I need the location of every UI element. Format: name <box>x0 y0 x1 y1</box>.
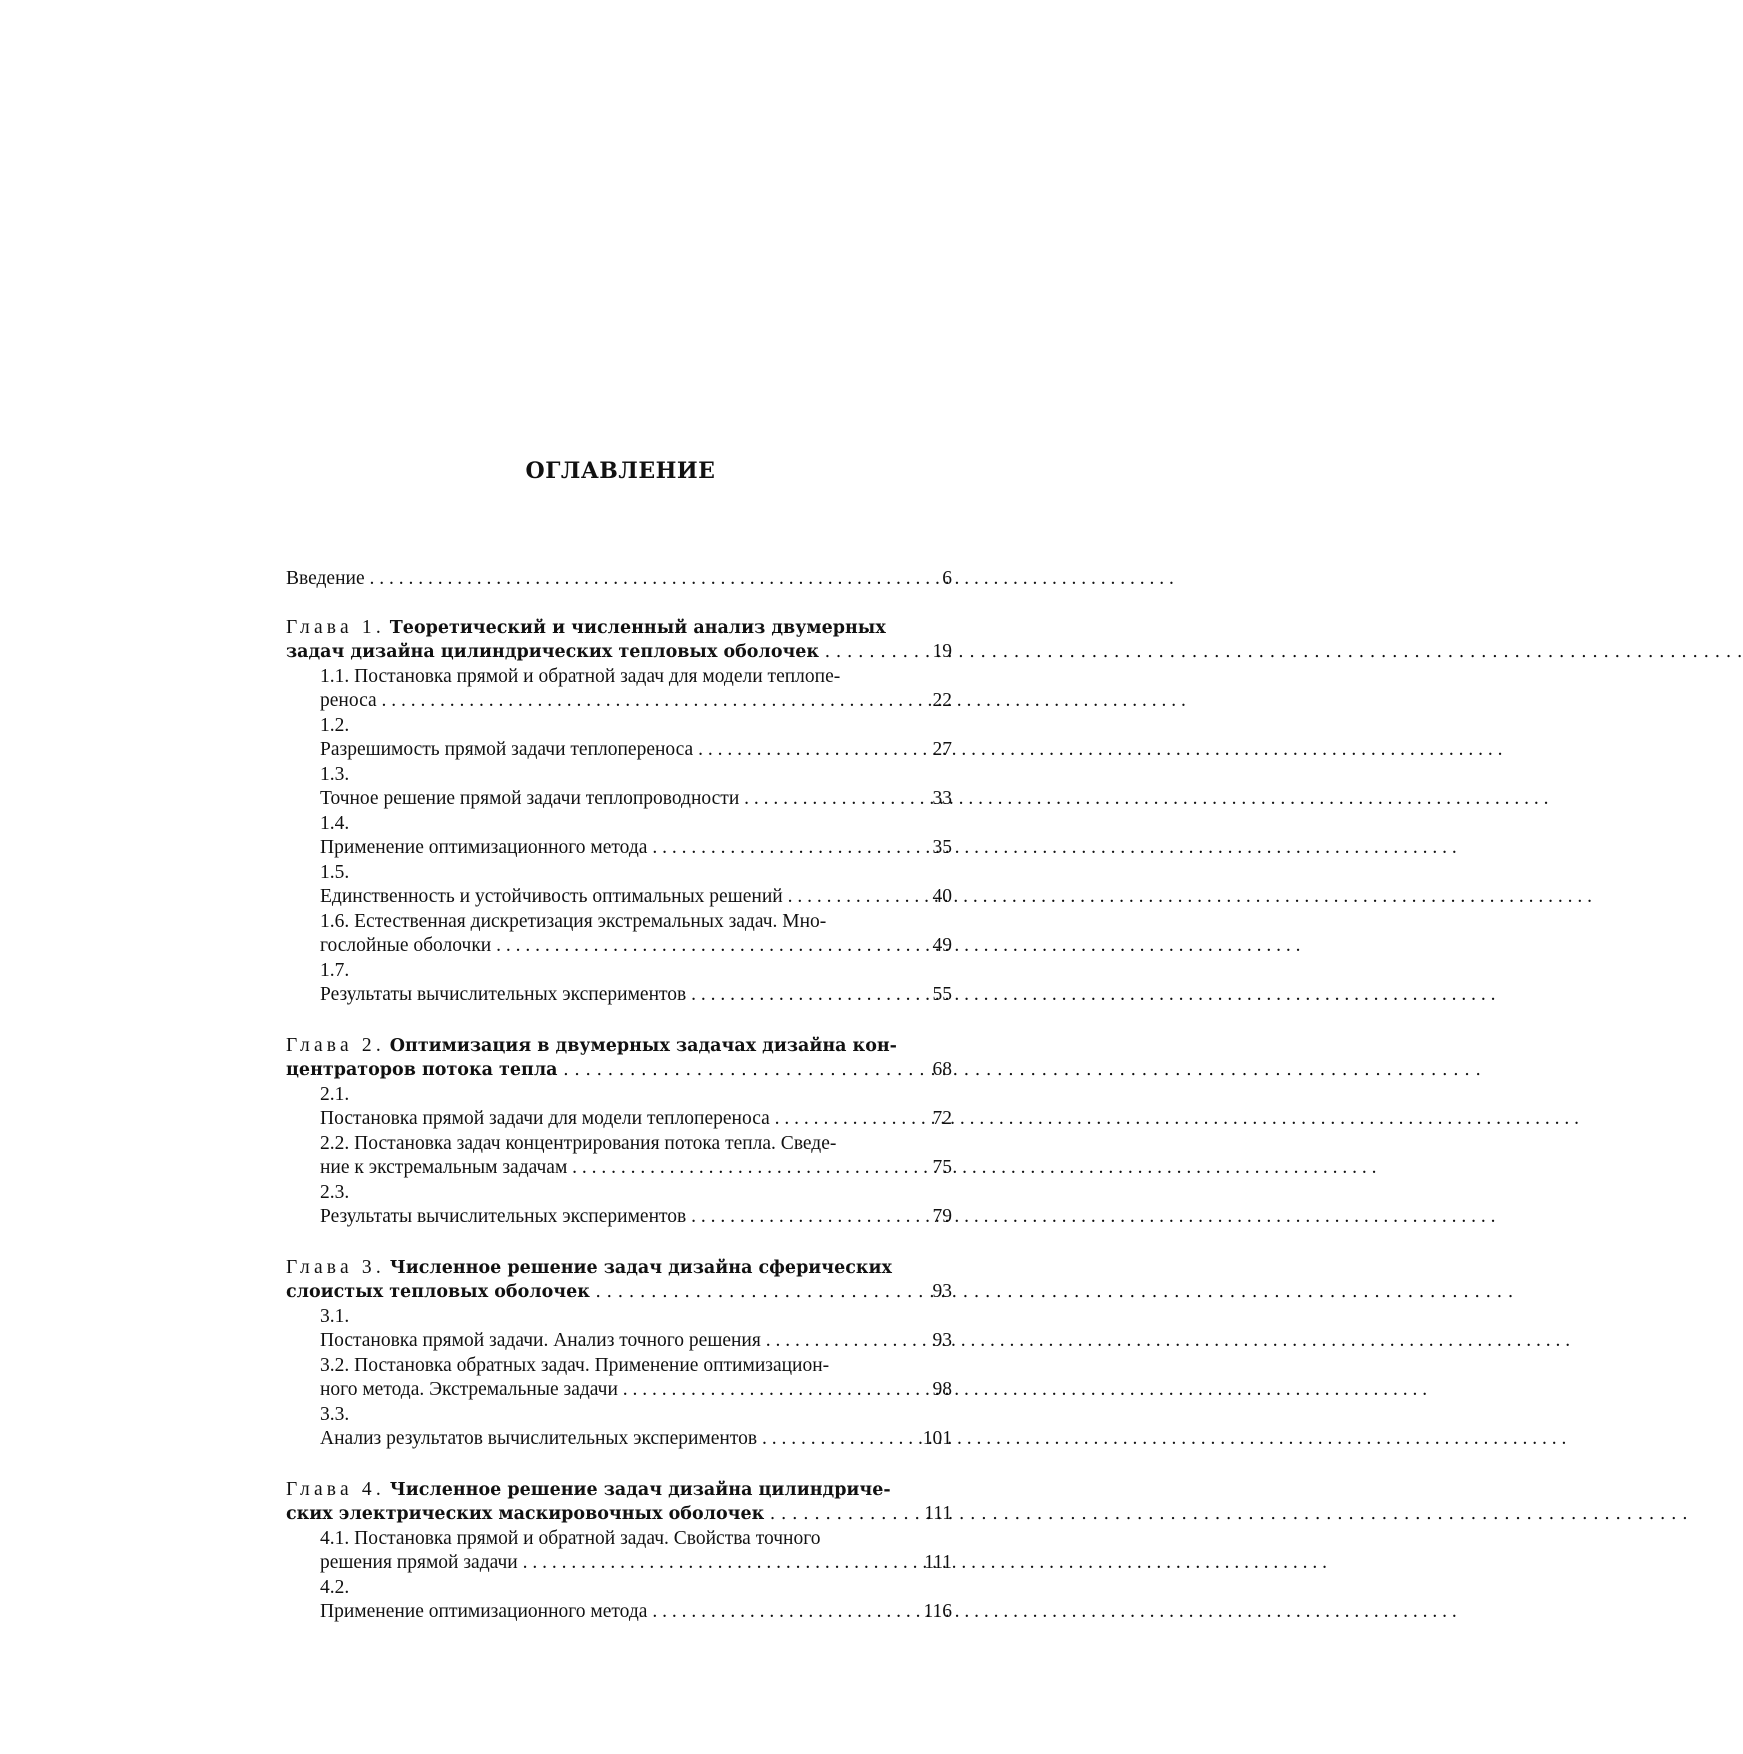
section-title-line: Применение оптимизационного метода . . . <box>356 1600 901 1625</box>
section-number: 3.3. <box>320 1403 350 1425</box>
page-number: 93 <box>932 1281 952 1302</box>
toc-entry-section-1-2[interactable] <box>286 714 952 763</box>
chapter-title-line: слоистых тепловых оболочек . . . <box>322 1280 937 1305</box>
page-number: 111 <box>924 1503 952 1524</box>
toc-entry-section-1-5[interactable] <box>286 861 952 910</box>
toc-entry-section-1-4[interactable] <box>286 812 952 861</box>
section-title-line: Результаты вычислительных экспериментов . . . <box>356 983 901 1008</box>
section-number: 1.2. <box>320 714 350 736</box>
section-title-line: Постановка прямой задачи. Анализ точного решения . . . <box>356 1329 901 1354</box>
page-title: ОГЛАВЛЕНИЕ <box>525 458 716 484</box>
section-title-line: Естественная дискретизация экстремальных задач. Мно- <box>354 910 827 932</box>
page-number: 35 <box>932 837 952 858</box>
toc-entry-section-4-1[interactable] <box>286 1527 952 1576</box>
chapter-title-line: Теоретический и численный анализ двумерных <box>389 617 886 638</box>
table-of-contents <box>286 567 952 1651</box>
page-number: 49 <box>932 935 952 956</box>
toc-entry-section-3-1[interactable] <box>286 1305 952 1354</box>
toc-entry-section-1-1[interactable] <box>286 665 952 714</box>
page-number: 116 <box>923 1601 952 1622</box>
page-number: 55 <box>932 984 952 1005</box>
toc-entry-chapter-3[interactable] <box>286 1256 952 1305</box>
section-title-line: ние к экстремальным задачам . . . <box>356 1156 901 1181</box>
chapter-title-line: задач дизайна цилиндрических тепловых оболочек . . . <box>322 640 937 665</box>
section-title-line: Точное решение прямой задачи теплопроводности . . . <box>356 787 901 812</box>
section-title-line: Постановка прямой и обратной задач. Свойства точного <box>354 1527 821 1549</box>
chapter-label: Глава 3. <box>286 1256 385 1278</box>
page-number: 6 <box>942 568 952 589</box>
chapter-title-line: ских электрических маскировочных оболочек . . . <box>322 1502 937 1527</box>
section-title-line: Постановка обратных задач. Применение оптимизацион- <box>354 1354 830 1376</box>
chapter-title-line: Численное решение задач дизайна сферических <box>389 1257 892 1278</box>
chapter-title-line: Оптимизация в двумерных задачах дизайна кон- <box>389 1035 897 1056</box>
section-title-line: гослойные оболочки . . . <box>356 934 901 959</box>
page-number: 101 <box>922 1428 952 1449</box>
toc-entry-chapter-1[interactable] <box>286 616 952 665</box>
section-number: 1.5. <box>320 861 350 883</box>
toc-chapter-3 <box>286 1256 952 1452</box>
toc-entry-section-2-1[interactable] <box>286 1083 952 1132</box>
page-number: 72 <box>932 1108 952 1129</box>
section-title-line: Разрешимость прямой задачи теплопереноса . . . <box>356 738 901 763</box>
page-number: 79 <box>932 1206 952 1227</box>
toc-entry-section-4-2[interactable] <box>286 1576 952 1625</box>
toc-entry-section-1-7[interactable] <box>286 959 952 1008</box>
chapter-title-line: Численное решение задач дизайна цилиндриче- <box>389 1479 891 1500</box>
page-number: 75 <box>932 1157 952 1178</box>
section-number: 2.2. <box>320 1132 350 1154</box>
toc-entry-section-2-2[interactable] <box>286 1132 952 1181</box>
toc-entry-section-3-2[interactable] <box>286 1354 952 1403</box>
section-number: 4.2. <box>320 1576 350 1598</box>
section-title-line: реноса . . . <box>356 689 901 714</box>
section-title-line: Анализ результатов вычислительных экспериментов . . . <box>356 1427 901 1452</box>
toc-entry-section-1-6[interactable] <box>286 910 952 959</box>
chapter-label: Глава 1. <box>286 616 385 638</box>
section-number: 1.7. <box>320 959 350 981</box>
section-number: 1.3. <box>320 763 350 785</box>
section-number: 1.4. <box>320 812 350 834</box>
section-number: 3.2. <box>320 1354 350 1376</box>
section-title-line: ного метода. Экстремальные задачи . . . <box>356 1378 901 1403</box>
page-number: 19 <box>932 641 952 662</box>
toc-chapter-4 <box>286 1478 952 1625</box>
toc-chapter-2 <box>286 1034 952 1230</box>
chapter-label: Глава 4. <box>286 1478 385 1500</box>
toc-entry-section-3-3[interactable] <box>286 1403 952 1452</box>
toc-entry-chapter-4[interactable] <box>286 1478 952 1527</box>
section-title-line: Постановка задач концентрирования потока тепла. Сведе- <box>354 1132 837 1154</box>
section-title-line: Единственность и устойчивость оптимальных решений . . . <box>356 885 901 910</box>
section-title-line: Результаты вычислительных экспериментов . . . <box>356 1205 901 1230</box>
page-number: 98 <box>932 1379 952 1400</box>
section-number: 4.1. <box>320 1527 350 1549</box>
toc-chapter-1 <box>286 616 952 1008</box>
chapter-label: Глава 2. <box>286 1034 385 1056</box>
page-number: 93 <box>932 1330 952 1351</box>
section-number: 1.6. <box>320 910 350 932</box>
section-number: 3.1. <box>320 1305 350 1327</box>
toc-entry-chapter-2[interactable] <box>286 1034 952 1083</box>
page-number: 22 <box>932 690 952 711</box>
page-number: 111 <box>924 1552 952 1573</box>
page-number: 40 <box>932 886 952 907</box>
section-title-line: Постановка прямой и обратной задач для модели теплопе- <box>354 665 841 687</box>
toc-entry-introduction[interactable] <box>286 567 952 592</box>
section-number: 1.1. <box>320 665 350 687</box>
section-title-line: Применение оптимизационного метода . . . <box>356 836 901 861</box>
page-number: 27 <box>932 739 952 760</box>
chapter-title-line: центраторов потока тепла . . . <box>322 1058 937 1083</box>
toc-entry-section-1-3[interactable] <box>286 763 952 812</box>
page-number: 33 <box>932 788 952 809</box>
section-title-line: решения прямой задачи . . . <box>356 1551 901 1576</box>
toc-entry-label: Введение . . . <box>286 567 901 592</box>
section-title-line: Постановка прямой задачи для модели теплопереноса . . . <box>356 1107 901 1132</box>
toc-entry-section-2-3[interactable] <box>286 1181 952 1230</box>
page-number: 68 <box>932 1059 952 1080</box>
section-number: 2.1. <box>320 1083 350 1105</box>
section-number: 2.3. <box>320 1181 350 1203</box>
